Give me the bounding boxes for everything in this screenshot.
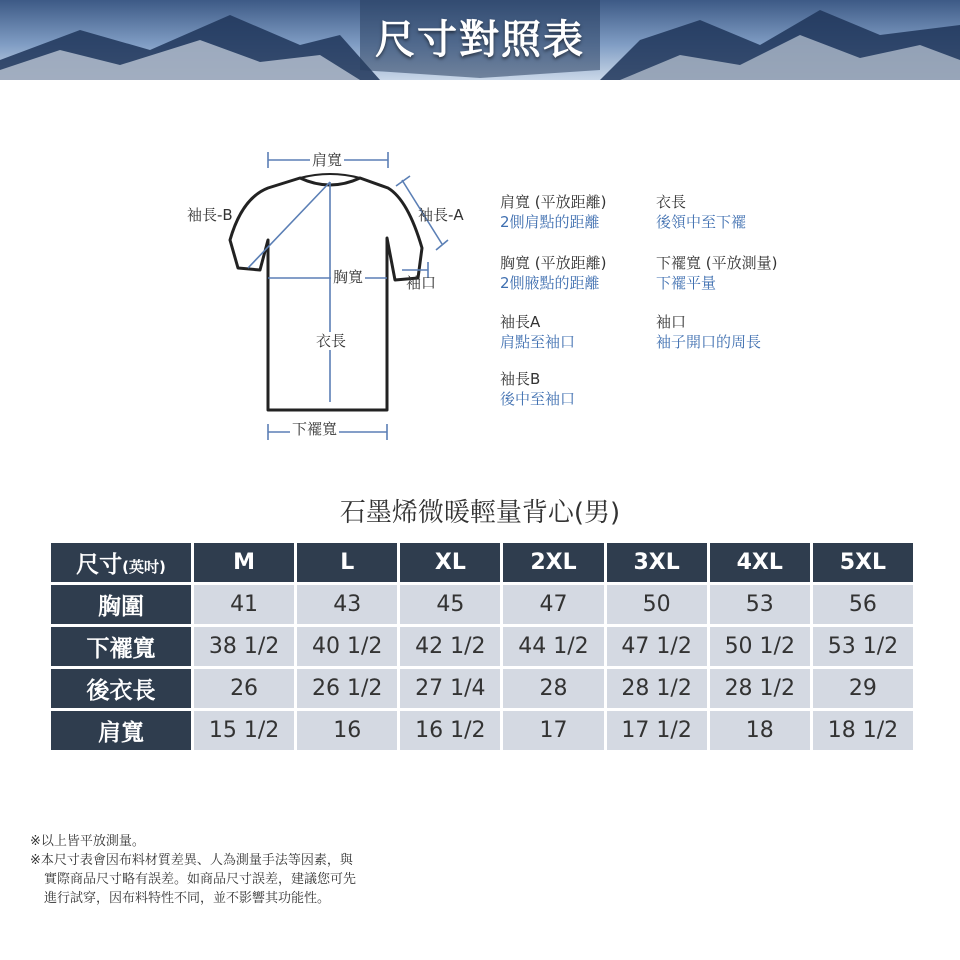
note-line: 實際商品尺寸略有誤差。如商品尺寸誤差，建議您可先 bbox=[44, 872, 357, 887]
label-hem: 下襬寬 bbox=[292, 420, 338, 438]
row-label: 後衣長 bbox=[51, 669, 191, 708]
table-cell: 56 bbox=[813, 585, 913, 624]
tshirt-outline-icon bbox=[180, 140, 480, 450]
legend-desc: 後中至袖口 bbox=[500, 390, 576, 408]
label-shoulder: 肩寬 bbox=[312, 151, 343, 169]
table-cell: 42 1/2 bbox=[400, 627, 500, 666]
legend-title: 胸寬 (平放距離) bbox=[500, 254, 607, 272]
legend-desc: 2側腋點的距離 bbox=[500, 274, 600, 292]
label-cuff: 袖口 bbox=[406, 274, 437, 292]
legend-title: 衣長 bbox=[656, 193, 687, 211]
row-label: 下襬寬 bbox=[51, 627, 191, 666]
measurement-legend bbox=[500, 192, 840, 422]
legend-item-sleeve-b bbox=[500, 369, 660, 409]
size-header: L bbox=[297, 543, 397, 582]
table-cell: 45 bbox=[400, 585, 500, 624]
table-cell: 41 bbox=[194, 585, 294, 624]
table-cell: 43 bbox=[297, 585, 397, 624]
legend-title: 袖口 bbox=[656, 313, 687, 331]
legend-item-sleeve-a bbox=[500, 312, 660, 352]
legend-desc: 袖子開口的周長 bbox=[656, 333, 762, 351]
size-header: XL bbox=[400, 543, 500, 582]
note-line: ※本尺寸表會因布料材質差異、人為測量手法等因素，與 bbox=[30, 853, 353, 868]
table-cell: 28 1/2 bbox=[607, 669, 707, 708]
table-cell: 27 1/4 bbox=[400, 669, 500, 708]
product-title: 石墨烯微暖輕量背心(男) bbox=[339, 498, 621, 528]
label-length: 衣長 bbox=[316, 332, 347, 350]
table-cell: 16 bbox=[297, 711, 397, 750]
legend-title: 下襬寬 (平放測量) bbox=[656, 254, 778, 272]
table-row bbox=[51, 669, 913, 708]
table-cell: 44 1/2 bbox=[503, 627, 603, 666]
table-cell: 28 bbox=[503, 669, 603, 708]
legend-item-hem bbox=[656, 253, 816, 293]
legend-title: 肩寬 (平放距離) bbox=[500, 193, 607, 211]
table-row bbox=[51, 711, 913, 750]
table-cell: 17 1/2 bbox=[607, 711, 707, 750]
table-header-row bbox=[51, 543, 913, 582]
corner-unit: (英吋) bbox=[122, 558, 166, 576]
page-title: 尺寸對照表 bbox=[375, 16, 585, 63]
table-cell: 17 bbox=[503, 711, 603, 750]
row-label: 肩寬 bbox=[51, 711, 191, 750]
table-cell: 29 bbox=[813, 669, 913, 708]
label-chest: 胸寬 bbox=[333, 268, 364, 286]
table-cell: 16 1/2 bbox=[400, 711, 500, 750]
legend-item-shoulder bbox=[500, 192, 660, 232]
table-cell: 53 1/2 bbox=[813, 627, 913, 666]
notes-block bbox=[30, 832, 490, 908]
table-row bbox=[51, 627, 913, 666]
table-cell: 26 bbox=[194, 669, 294, 708]
table-cell: 18 bbox=[710, 711, 810, 750]
legend-desc: 後領中至下襬 bbox=[656, 213, 747, 231]
size-header: 5XL bbox=[813, 543, 913, 582]
legend-item-cuff bbox=[656, 312, 816, 352]
note-line: 進行試穿，因布料特性不同，並不影響其功能性。 bbox=[44, 891, 331, 906]
table-cell: 47 1/2 bbox=[607, 627, 707, 666]
row-label: 胸圍 bbox=[51, 585, 191, 624]
label-sleeve-b: 袖長-B bbox=[187, 206, 233, 224]
label-sleeve-a: 袖長-A bbox=[418, 206, 464, 224]
size-table bbox=[48, 540, 916, 753]
tshirt-diagram bbox=[180, 140, 480, 450]
legend-title: 袖長A bbox=[500, 313, 541, 331]
legend-item-chest bbox=[500, 253, 660, 293]
table-row bbox=[51, 585, 913, 624]
table-cell: 50 1/2 bbox=[710, 627, 810, 666]
legend-desc: 肩點至袖口 bbox=[500, 333, 576, 351]
table-cell: 28 1/2 bbox=[710, 669, 810, 708]
table-cell: 53 bbox=[710, 585, 810, 624]
size-header: 4XL bbox=[710, 543, 810, 582]
size-header: 3XL bbox=[607, 543, 707, 582]
note-line: ※以上皆平放測量。 bbox=[30, 834, 145, 849]
corner-cell bbox=[51, 543, 191, 582]
corner-label: 尺寸 bbox=[76, 552, 123, 578]
table-cell: 38 1/2 bbox=[194, 627, 294, 666]
legend-desc: 2側肩點的距離 bbox=[500, 213, 600, 231]
legend-item-length bbox=[656, 192, 816, 232]
size-header: 2XL bbox=[503, 543, 603, 582]
table-cell: 47 bbox=[503, 585, 603, 624]
table-cell: 50 bbox=[607, 585, 707, 624]
table-cell: 15 1/2 bbox=[194, 711, 294, 750]
header-banner bbox=[0, 0, 960, 80]
size-header: M bbox=[194, 543, 294, 582]
table-cell: 40 1/2 bbox=[297, 627, 397, 666]
legend-desc: 下襬平量 bbox=[656, 274, 717, 292]
legend-title: 袖長B bbox=[500, 370, 541, 388]
table-cell: 26 1/2 bbox=[297, 669, 397, 708]
table-cell: 18 1/2 bbox=[813, 711, 913, 750]
